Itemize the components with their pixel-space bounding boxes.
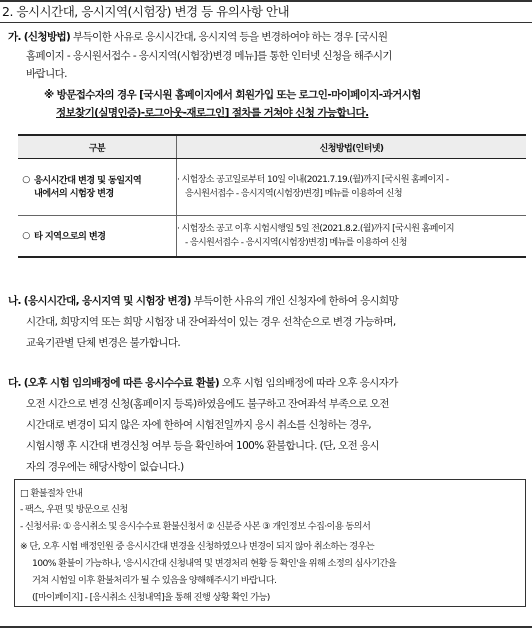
visit-applicant-note-underlined: 정보찾기(실명인증)-로그아웃-재로그인] 절차를 거쳐야 신청 가능합니다. [56,107,369,119]
refund-box-note-2: 100% 환불이 가능하나, '응시시간대 신청내역 및 변경처리 현황 등 확인'을 위해 소정의 심사기간을 [32,558,397,569]
refund-box-line-1: - 팩스, 우편 및 방문으로 신청 [20,504,128,515]
section-ga [8,28,528,123]
category-line-1: 타 지역으로의 변경 [34,230,106,242]
refund-box-title: □ 환불절차 안내 [20,488,83,499]
category-line-2: 내에서의 시험장 변경 [34,188,114,199]
section-na-line-2: 시간대, 희망지역 또는 희망 시험장 내 잔여좌석이 있는 경우 선착순으로 변경 가능하며, [26,316,396,328]
circle-marker-icon: ○ [22,174,30,185]
table-row [18,159,526,216]
method-line-1: · 시험장소 공고일로부터 10일 이내(2021.7.19.(월)까지 [국시원 홈페이지 - [177,175,449,185]
table-header-row [18,135,526,159]
section-da-line-5: 자의 경우에는 해당사항이 없습니다.) [26,461,184,473]
section-da-line-3: 시간대로 변경이 되지 않은 자에 한하여 시험전일까지 응시 취소를 신청하는 경우, [26,419,372,431]
table-cell-category [18,216,177,258]
table-header-method: 신청방법(인터넷) [177,135,527,159]
section-ga-line-1 [8,28,528,47]
circle-marker-icon: ○ [22,229,30,241]
section-da [8,373,528,478]
table-cell-method [177,216,527,258]
refund-box-note-3: 거쳐 시험일 이후 환불처리가 될 수 있음을 양해해주시기 바랍니다. [32,575,277,586]
section-da-marker: 다. [8,377,21,389]
table-row [18,216,526,258]
section-da-label: (오후 시험 임의배정에 따른 응시수수료 환불) [23,377,220,389]
refund-procedure-box [14,479,526,607]
section-ga-line-2: 홈페이지 - 응시원서접수 - 응시지역(시험장)변경 메뉴]를 통한 인터넷 신청을 해주시기 [26,49,392,62]
table-header-category: 구분 [18,135,177,159]
bottom-divider [0,626,532,628]
table-cell-category [18,159,177,216]
table-cell-method [177,159,527,216]
section-ga-line-3: 바랍니다. [26,68,67,80]
method-line-2: - 응시원서접수 - 응시지역(시험장)변경] 메뉴를 이용하여 신청 [185,238,407,248]
section-da-line-4: 시험시행 후 시간대 변경신청 여부 등을 확인하여 100% 환불합니다. (단, 오전 응시 [26,440,379,452]
section-na-line-1 [8,291,528,312]
method-line-1: · 시험장소 공고 이후 시험시행일 5일 전(2021.8.2.(월)까지 [국시원 홈페이지 [177,224,455,234]
section-na-text: 부득이한 사유의 개인 신청자에 한하여 응시희망 [193,295,399,307]
section-ga-marker: 가. [8,31,21,43]
section-ga-text: 부득이한 사유로 응시시간대, 응시지역 등을 변경하여야 하는 경우 [국시원 [73,31,388,43]
section-da-text: 오후 시험 임의배정에 따라 오후 응시자가 [221,377,398,389]
refund-box-note-1: ※ 단, 오후 시험 배정인원 중 응시시간대 변경을 신청하였으나 변경이 되지 않아 취소하는 경우는 [20,541,375,552]
section-ga-label: (신청방법) [23,31,71,43]
section-da-line-2: 오전 시간으로 변경 신청(홈페이지 등록)하였음에도 불구하고 잔여좌석 부족으로 오전 [26,398,389,410]
section-na-label: (응시시간대, 응시지역 및 시험장 변경) [23,295,191,307]
change-method-table [18,134,526,258]
section-na-line-3: 교육기관별 단체 변경은 불가합니다. [26,337,181,349]
section-na [8,291,528,354]
visit-applicant-note-line-2 [8,104,528,123]
refund-box-note-4: ([마이페이지] - [응시취소 신청내역]을 통해 진행 상황 확인 가능) [32,592,270,603]
visit-applicant-note-line-1: ※ 방문접수자의 경우 [국시원 홈페이지에서 회원가입 또는 로그인-마이페이지-과거시험 [44,88,421,101]
section-heading: 2. 응시시간대, 응시지역(시험장) 변경 등 유의사항 안내 [0,0,532,23]
category-line-1: 응시시간대 변경 및 동일지역 [34,175,142,186]
section-na-marker: 나. [8,295,21,307]
refund-box-line-2: - 신청서류: ① 응시취소 및 응시수수료 환불신청서 ② 신분증 사본 ③ 개인정보 수집·이용 동의서 [20,521,371,532]
section-da-line-1 [8,373,528,394]
method-line-2: 응시원서접수 - 응시지역(시험장)변경] 메뉴를 이용하여 신청 [185,189,402,199]
category-text [34,174,141,200]
